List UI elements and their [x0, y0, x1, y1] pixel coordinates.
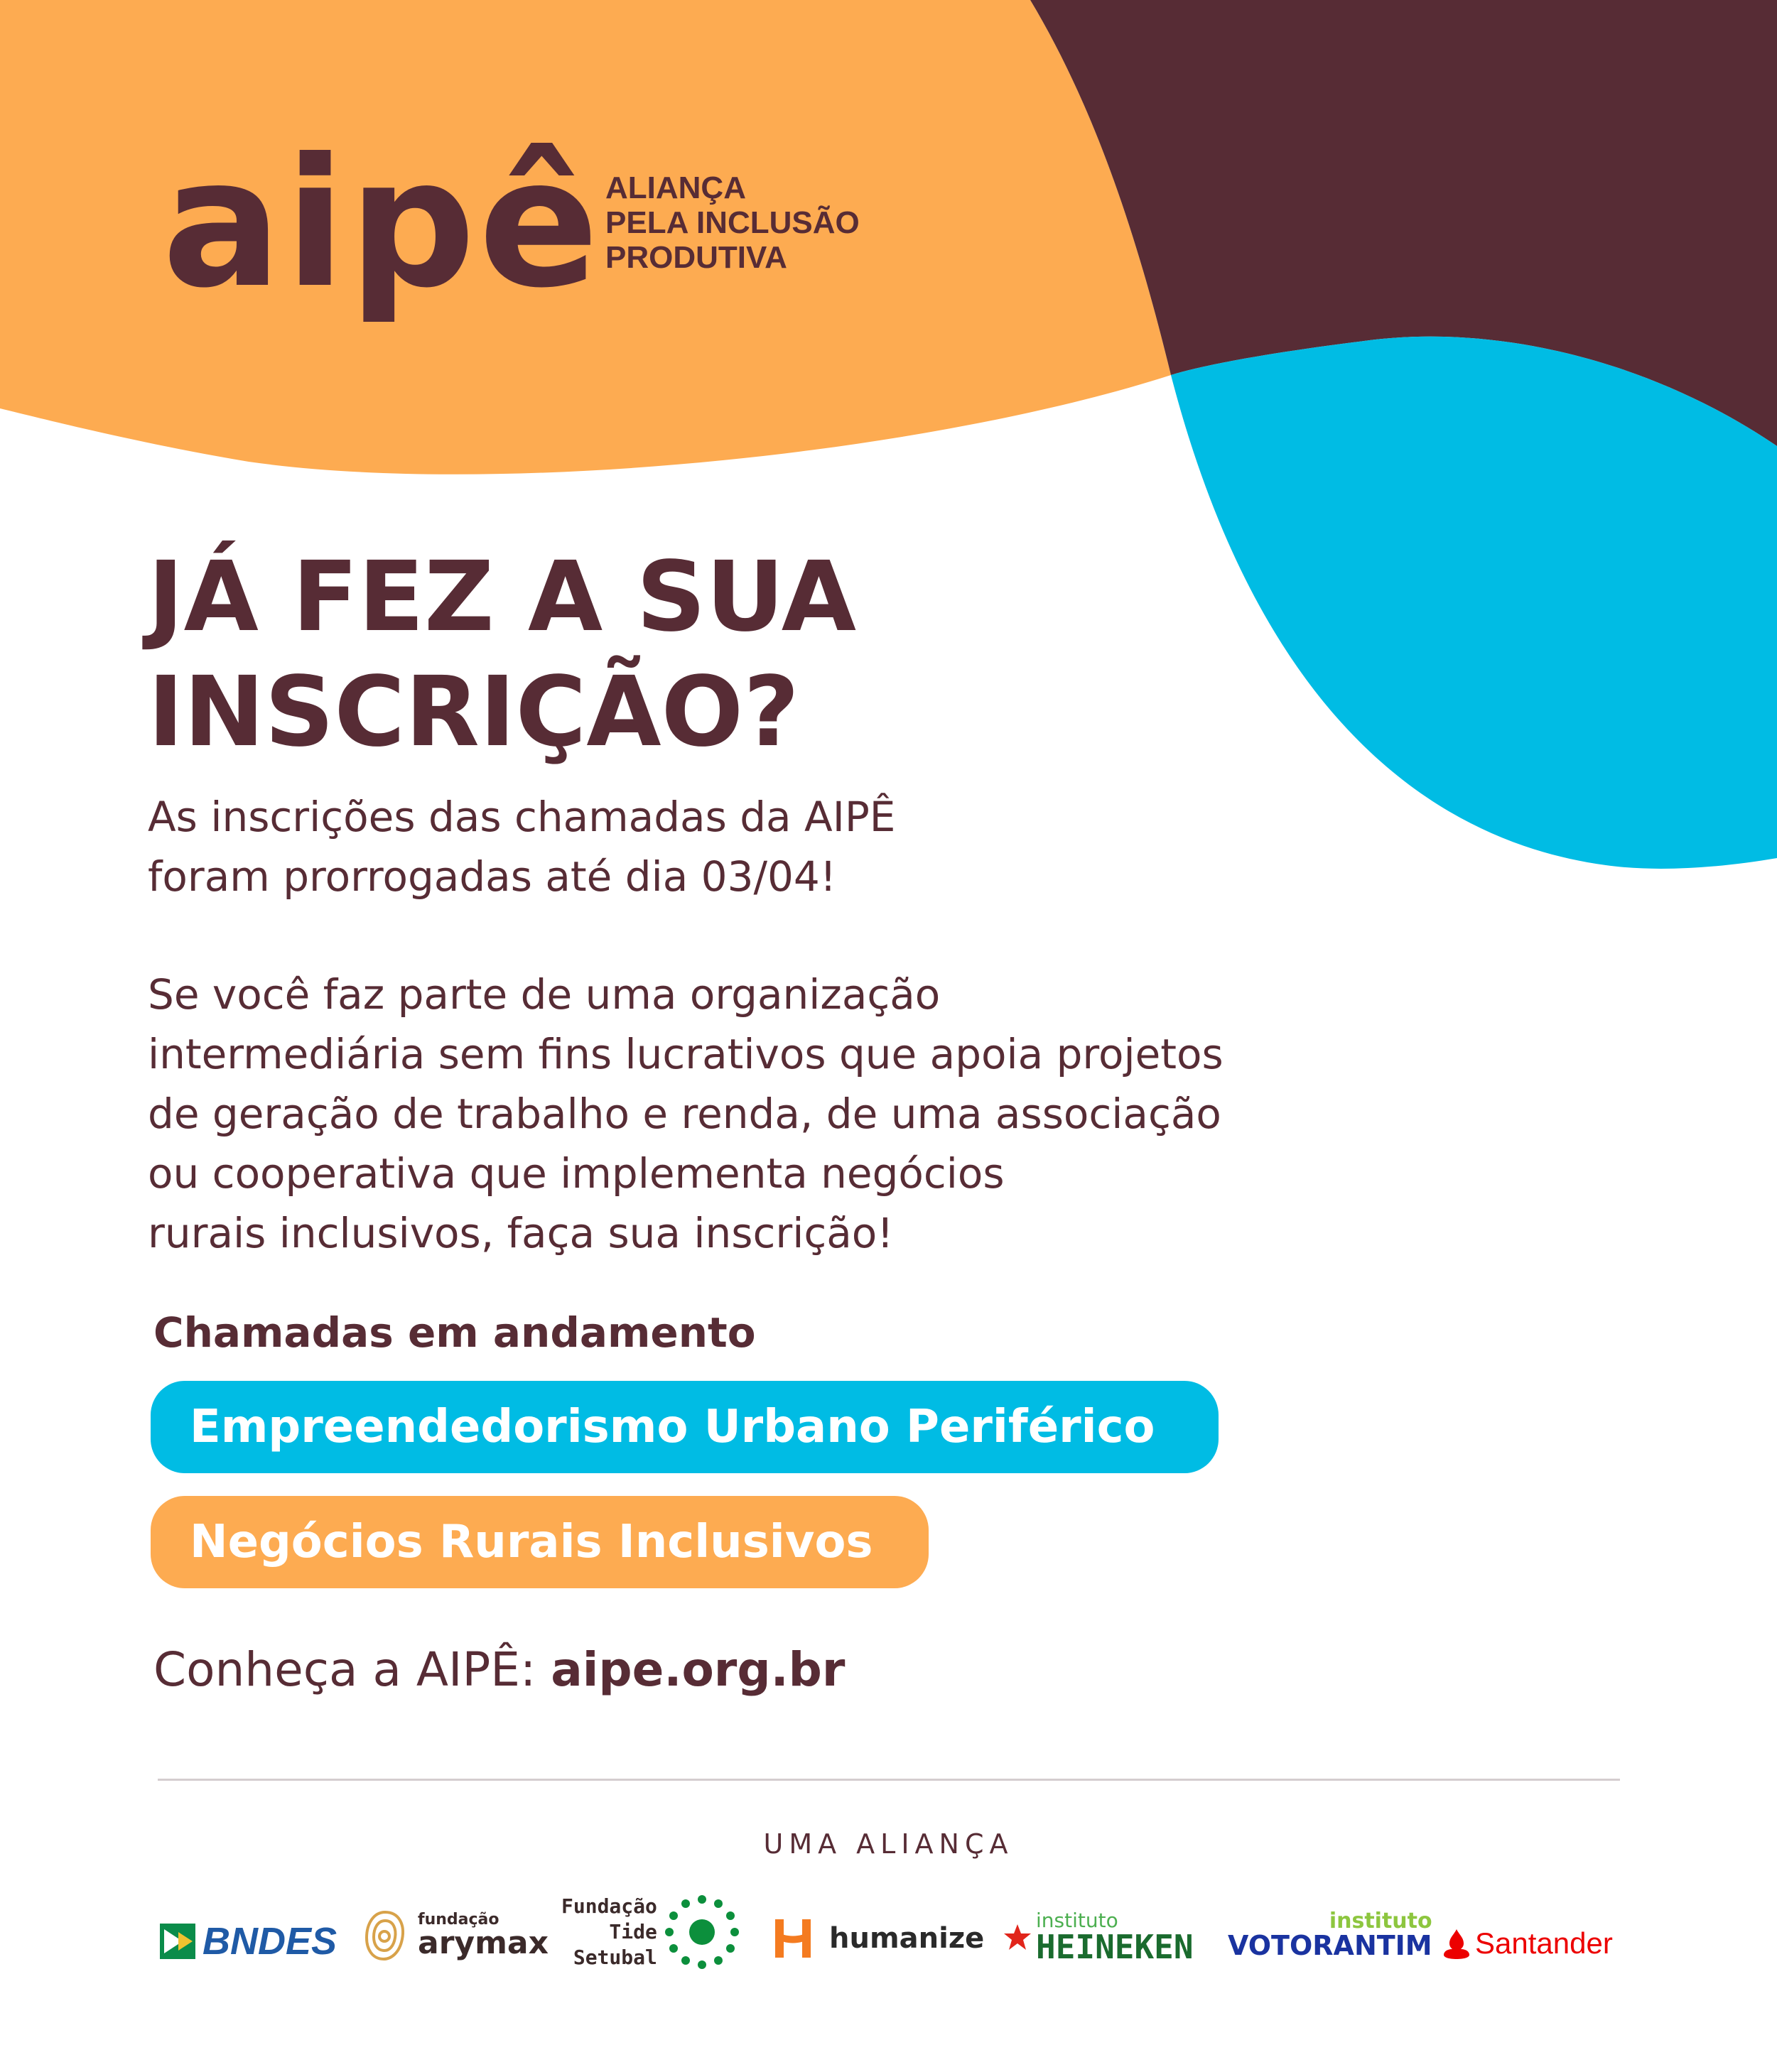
intro-line: As inscrições das chamadas da AIPÊ: [148, 793, 896, 841]
santander-name: Santander: [1475, 1926, 1613, 1960]
logo-tagline: [605, 170, 860, 275]
arymax-text: [418, 1912, 549, 1959]
heineken-small: instituto: [1036, 1909, 1118, 1932]
votorantim-small: instituto: [1329, 1909, 1432, 1933]
site-link[interactable]: aipe.org.br: [551, 1642, 846, 1697]
bndes-logo-icon: [160, 1924, 195, 1959]
logo-wordmark: aipê: [162, 120, 602, 327]
arymax-small: fundação: [418, 1911, 499, 1929]
tide-text: [561, 1894, 657, 1970]
partner-heineken: [1003, 1909, 1194, 1966]
partner-arymax: [362, 1909, 549, 1962]
description-line: intermediária sem fins lucrativos que apoia projetos: [148, 1030, 1224, 1078]
alliance-label: UMA ALIANÇA: [763, 1828, 1014, 1860]
divider: [158, 1779, 1620, 1781]
humanize-name: humanize: [829, 1922, 985, 1955]
tagline-line: ALIANÇA: [605, 170, 746, 205]
tide-logo-icon: [663, 1893, 741, 1971]
description-line: de geração de trabalho e renda, de uma associação: [148, 1090, 1221, 1138]
tide-line: Tide: [609, 1920, 657, 1943]
site-line: [153, 1642, 845, 1697]
intro-line: foram prorrogadas até dia 03/04!: [148, 852, 837, 901]
call-rural-button[interactable]: Negócios Rurais Inclusivos: [151, 1496, 929, 1588]
partner-bndes: [160, 1919, 337, 1963]
humanize-logo-icon: [771, 1916, 815, 1960]
headline-line: JÁ FEZ A SUA: [148, 541, 857, 653]
description-line: Se você faz parte de uma organização: [148, 970, 941, 1019]
star-icon: [1003, 1923, 1032, 1951]
description-line: ou cooperativa que implementa negócios: [148, 1149, 1005, 1198]
heineken-text: [1036, 1909, 1194, 1966]
headline-line: INSCRIÇÃO?: [148, 656, 800, 769]
arymax-logo-icon: [362, 1909, 408, 1962]
tide-line: Setubal: [573, 1946, 657, 1969]
description-paragraph: [148, 965, 1498, 1263]
heineken-big: HEINEKEN: [1036, 1928, 1194, 1966]
site-prefix: Conheça a AIPÊ:: [153, 1642, 536, 1697]
tagline-line: PELA INCLUSÃO: [605, 205, 860, 240]
arymax-big: arymax: [418, 1925, 549, 1961]
headline: [148, 540, 856, 770]
tagline-line: PRODUTIVA: [605, 240, 787, 275]
call-urban-button[interactable]: Empreendedorismo Urbano Periférico: [151, 1381, 1219, 1473]
partner-santander: [1442, 1926, 1613, 1960]
intro-paragraph: [148, 787, 1498, 906]
partner-tide-setubal: [561, 1893, 741, 1971]
tide-line: Fundação: [561, 1894, 657, 1918]
calls-title: Chamadas em andamento: [153, 1308, 756, 1357]
votorantim-big: VOTORANTIM: [1228, 1930, 1432, 1961]
partner-votorantim: [1228, 1911, 1432, 1959]
bndes-name: BNDES: [202, 1920, 337, 1963]
partner-humanize: [771, 1916, 984, 1960]
flame-icon: [1442, 1928, 1471, 1959]
description-line: rurais inclusivos, faça sua inscrição!: [148, 1209, 894, 1257]
